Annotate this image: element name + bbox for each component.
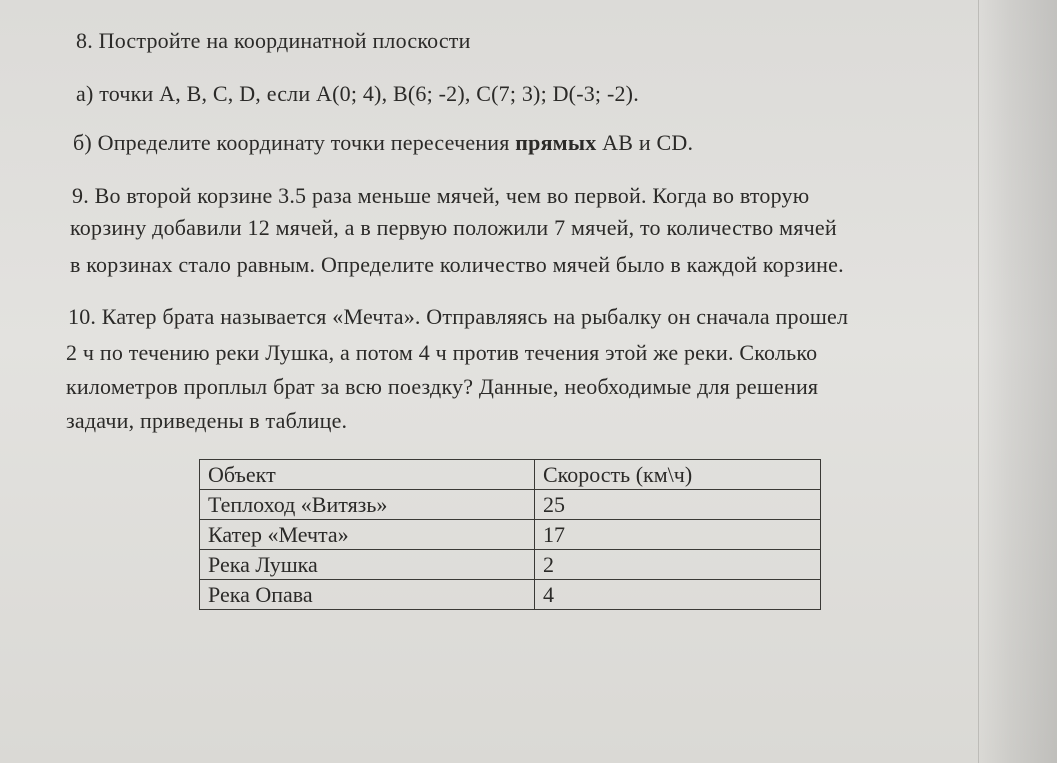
table-cell-object: Река Опава — [200, 580, 535, 610]
task8-part-b-start: б) Определите координату точки пересечения — [73, 130, 516, 155]
table-cell-object: Теплоход «Витязь» — [200, 490, 535, 520]
table-cell-speed: 25 — [535, 490, 821, 520]
speed-table — [199, 459, 821, 610]
table-header-object: Объект — [200, 460, 535, 490]
table-header-speed: Скорость (км\ч) — [535, 460, 821, 490]
table-row — [200, 580, 821, 610]
page-edge — [978, 0, 979, 763]
table-row — [200, 490, 821, 520]
table-cell-speed: 4 — [535, 580, 821, 610]
task8-part-a: а) точки A, B, C, D, если A(0; 4), B(6; -2), C(7; 3); D(-3; -2). — [76, 81, 639, 106]
page-shadow — [978, 0, 1057, 763]
task9-line1: 9. Во второй корзине 3.5 раза меньше мячей, чем во первой. Когда во вторую — [72, 183, 810, 208]
task8-title: 8. Постройте на координатной плоскости — [76, 28, 471, 53]
table-cell-object: Катер «Мечта» — [200, 520, 535, 550]
task10-line2: 2 ч по течению реки Лушка, а потом 4 ч против течения этой же реки. Сколько — [66, 340, 818, 365]
task9-line2: корзину добавили 12 мячей, а в первую положили 7 мячей, то количество мячей — [70, 215, 837, 240]
task8-part-b — [73, 130, 693, 156]
task10-line1: 10. Катер брата называется «Мечта». Отправляясь на рыбалку он сначала прошел — [68, 304, 849, 329]
table-header-row — [200, 460, 821, 490]
task8-part-b-bold: прямых — [515, 130, 597, 155]
task9-line3: в корзинах стало равным. Определите количество мячей было в каждой корзине. — [70, 252, 844, 277]
table-cell-speed: 2 — [535, 550, 821, 580]
task8-part-b-end: AB и CD. — [596, 130, 694, 155]
table-row — [200, 550, 821, 580]
table-cell-speed: 17 — [535, 520, 821, 550]
task10-line3: километров проплыл брат за всю поездку? Данные, необходимые для решения — [66, 374, 819, 399]
task10-line4: задачи, приведены в таблице. — [66, 408, 348, 433]
table-cell-object: Река Лушка — [200, 550, 535, 580]
table-row — [200, 520, 821, 550]
